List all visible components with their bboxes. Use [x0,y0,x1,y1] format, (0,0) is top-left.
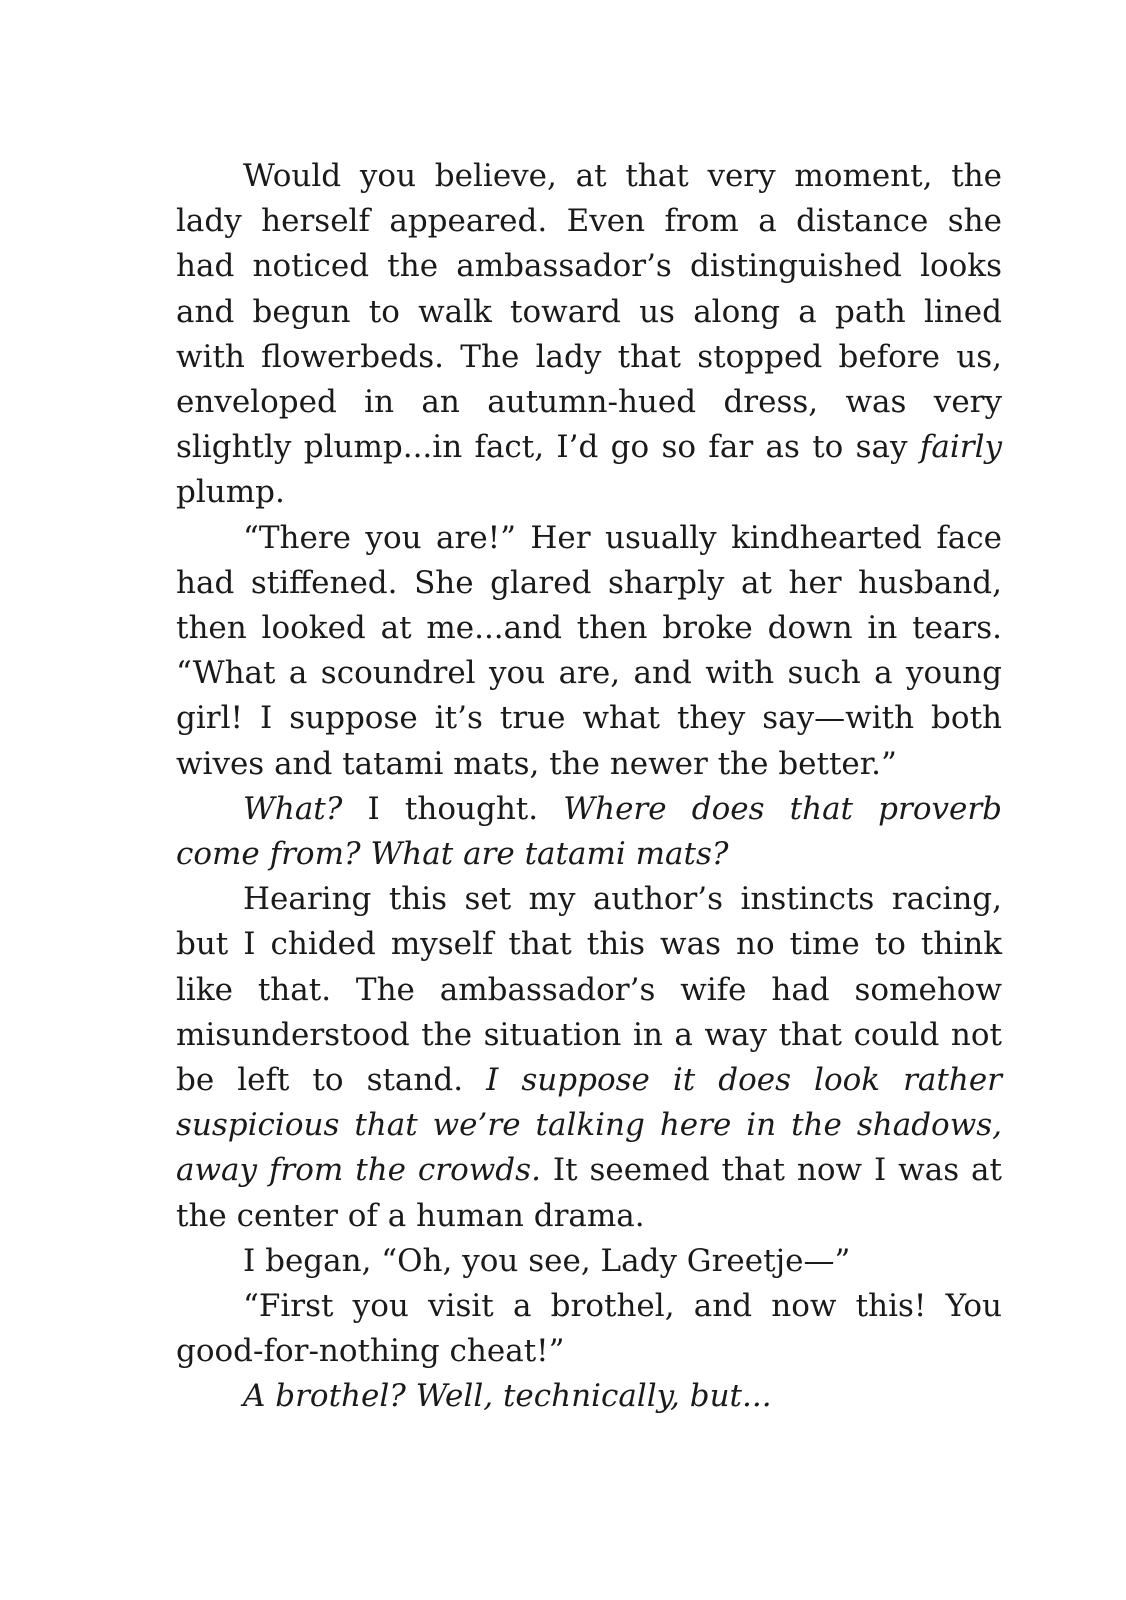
text-span: I thought. [342,790,564,827]
text-span: plump. [176,474,285,511]
text-span: Would you believe, at that very moment, the lady herself appeared. Even from a distance she had noticed the ambassador’s distinguished looks and begun to walk toward us along a path lined with flowerbeds. The lady that stopped before us, enveloped in an autumn-hued dress, was very slightly plump...in fact, I’d go so far as to say [176,158,1002,466]
text-span: Hearing this set my author’s instincts racing, but I chided myself that this was no time to think like that. The ambassador’s wife had somehow misunderstood the situation in a way that could not be left to stand. [176,881,1002,1099]
paragraph [176,787,1002,877]
paragraph [176,516,1002,787]
paragraph [176,877,1002,1239]
paragraph [176,1239,1002,1284]
body-text [176,154,1002,1420]
text-span: It seemed that now I was at the center of a human drama. [176,1152,1002,1234]
italic-text-span: fairly [919,429,1002,466]
paragraph [176,1374,1002,1419]
text-span: “First you visit a brothel, and now this! You good-for-nothing cheat!” [176,1288,1002,1370]
text-span: I began, “Oh, you see, Lady Greetje—” [243,1242,851,1279]
italic-text-span: I suppose it does look rather suspicious that we’re talking here in the shadows, away from the crowds. [176,1062,1002,1189]
italic-text-span: Where does that proverb come from? What are tatami mats? [176,790,1002,873]
paragraph [176,1284,1002,1374]
text-span: “There you are!” Her usually kindhearted face had stiffened. She glared sharply at her husband, then looked at me...and then broke down in tears. “What a scoundrel you are, and with such a young girl! I suppose it’s true what they say—with both wives and tatami mats, the newer the better.” [176,519,1002,782]
paragraph [176,154,1002,516]
italic-text-span: A brothel? Well, technically, but... [243,1378,772,1415]
italic-text-span: What? [243,790,343,827]
